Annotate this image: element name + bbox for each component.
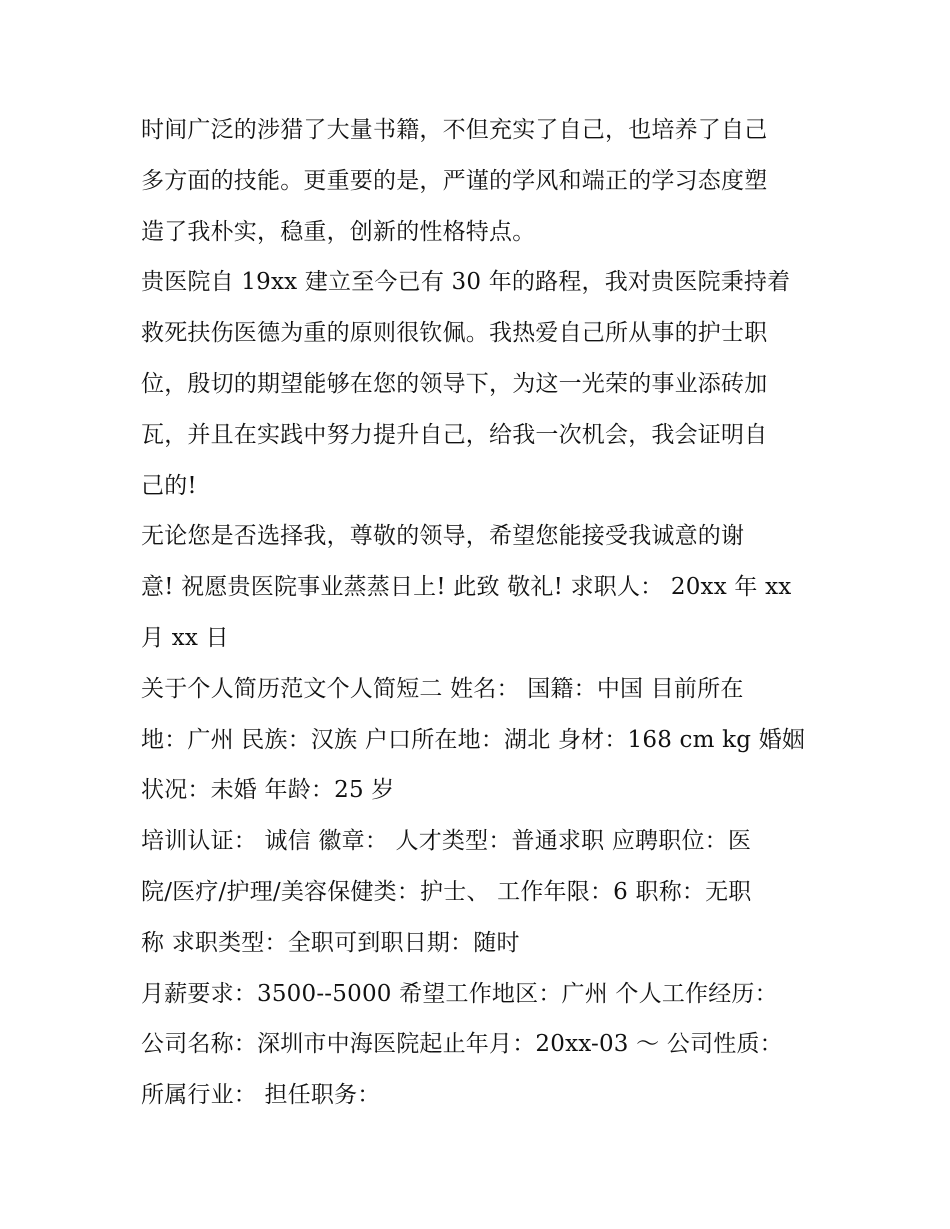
text-line-14: 状况：未婚 年龄：25 岁 (141, 777, 395, 804)
text-line-3: 造了我朴实，稳重，创新的性格特点。 (141, 218, 536, 245)
text-line-16: 院/医疗/护理/美容保健类：护士、 工作年限：6 职称：无职 (141, 878, 752, 905)
text-line-1: 时间广泛的涉猎了大量书籍，不但充实了自己，也培养了自己 (141, 117, 768, 143)
text-line-7: 瓦，并且在实践中努力提升自己，给我一次机会，我会证明自 (141, 421, 768, 448)
text-line-9: 无论您是否选择我，尊敬的领导，希望您能接受我诚意的谢 (141, 523, 745, 550)
text-line-10: 意! 祝愿贵医院事业蒸蒸日上! 此致 敬礼! 求职人： 20xx 年 xx (141, 574, 792, 601)
text-line-19: 公司名称：深圳市中海医院起止年月：20xx-03 ～ 公司性质： (141, 1031, 783, 1058)
text-line-13: 地：广州 民族：汉族 户口所在地：湖北 身材：168 cm kg 婚姻 (141, 726, 806, 753)
text-line-15: 培训认证： 诚信 徽章： 人才类型：普通求职 应聘职位：医 (141, 828, 752, 855)
text-line-17: 称 求职类型：全职可到职日期：随时 (141, 929, 520, 956)
text-line-4: 贵医院自 19xx 建立至今已有 30 年的路程，我对贵医院秉持着 (141, 269, 791, 296)
text-line-5: 救死扶伤医德为重的原则很钦佩。我热爱自己所从事的护士职 (141, 320, 768, 347)
document-body (141, 105, 813, 1121)
text-line-20: 所属行业： 担任职务： (141, 1082, 381, 1109)
text-line-12: 关于个人简历范文个人简短二 姓名： 国籍：中国 目前所在 (141, 675, 744, 702)
text-line-6: 位，殷切的期望能够在您的领导下，为这一光荣的事业添砖加 (141, 370, 768, 397)
text-line-18: 月薪要求：3500--5000 希望工作地区：广州 个人工作经历： (141, 980, 778, 1007)
text-line-11: 月 xx 日 (141, 624, 229, 651)
text-line-8: 己的! (141, 472, 197, 499)
text-line-2: 多方面的技能。更重要的是，严谨的学风和端正的学习态度塑 (141, 167, 768, 194)
